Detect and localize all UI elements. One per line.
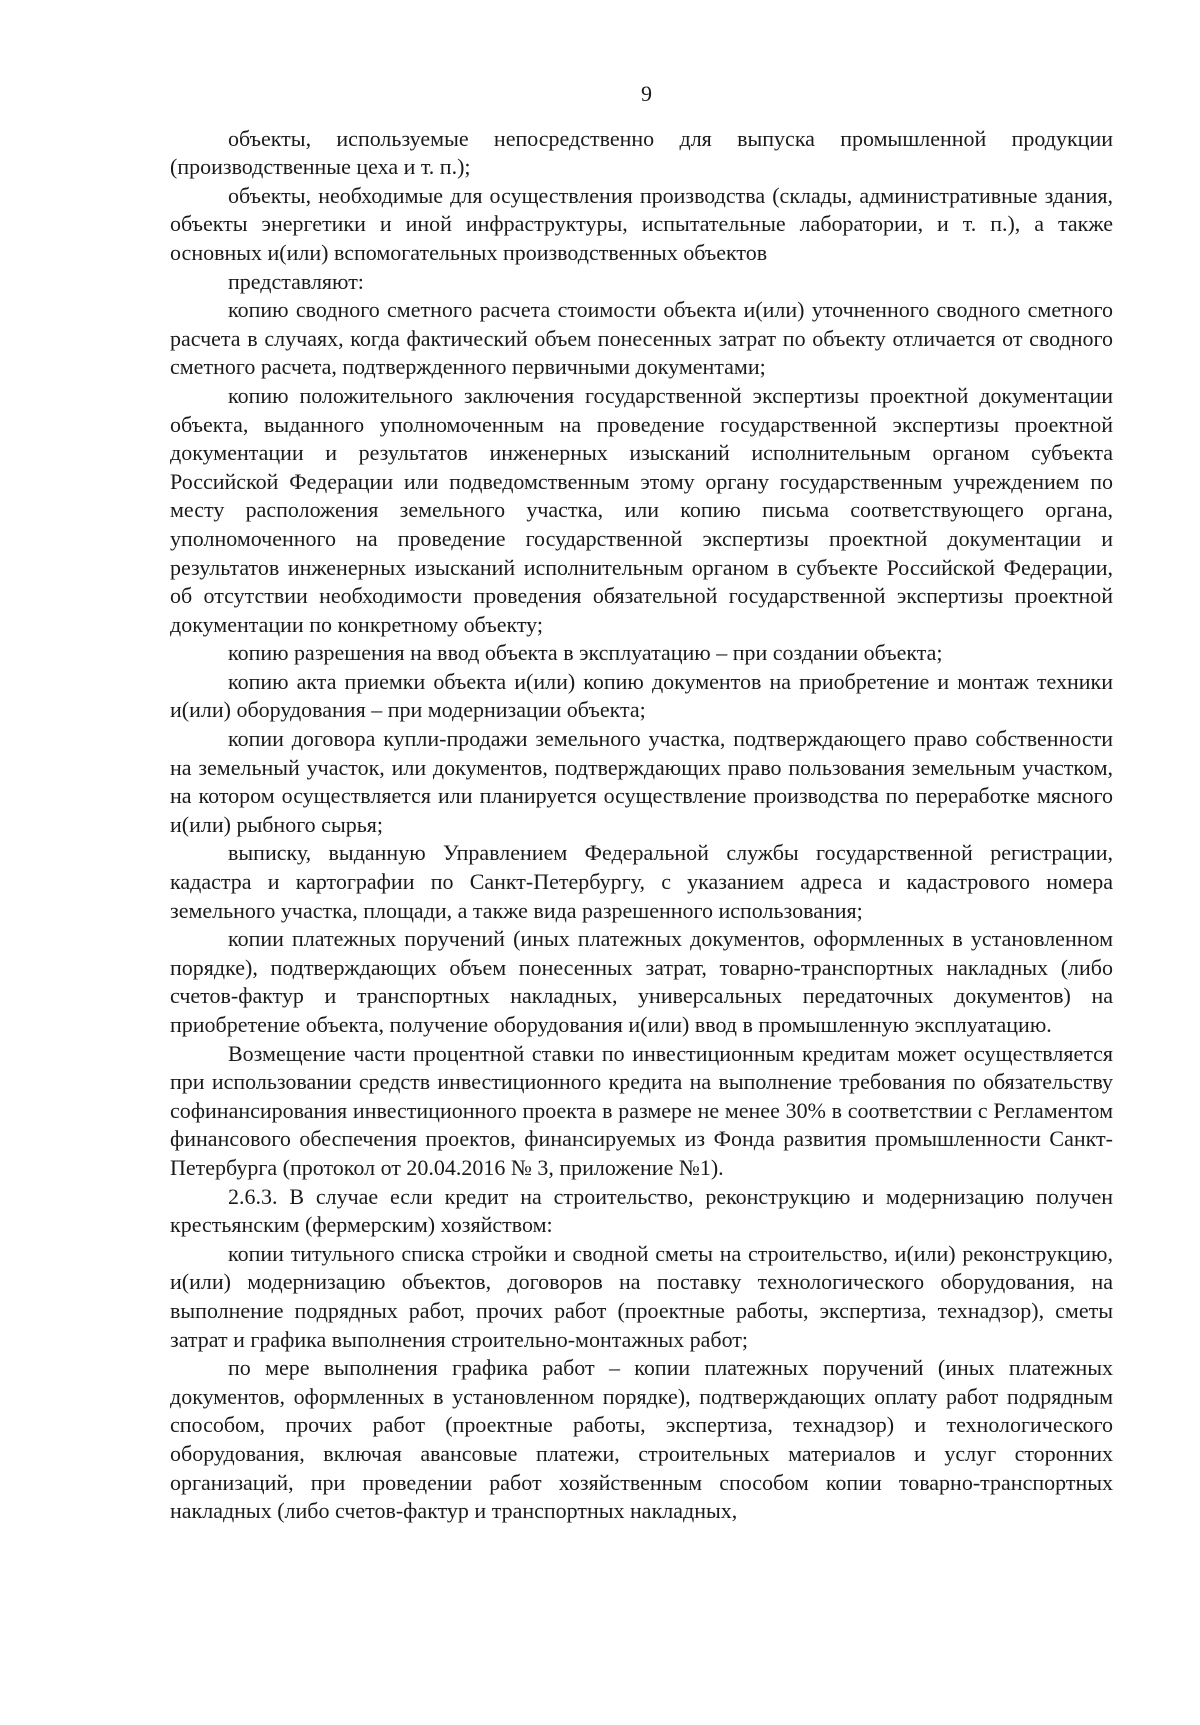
- paragraph-3: представляют:: [228, 268, 364, 294]
- paragraph-7: копию акта приемки объекта и(или) копию документов на приобретение и монтаж техники и(или) оборудования – при модернизации объекта;: [170, 668, 1113, 723]
- paragraph-2: объекты, необходимые для осуществления производства (склады, административные здания, объекты энергетики и иной инфраструктуры, испытательные лаборатории, и т. п.), а также основных и(или) вспомогательных производственных объектов: [170, 182, 1113, 265]
- paragraph-8: копии договора купли-продажи земельного участка, подтверждающего право собственности на земельный участок, или документов, подтверждающих право пользования земельным участком, на котором осуществляется или планируется осуществление производства по переработке мясного и(или) рыбного сырья;: [170, 726, 1113, 837]
- paragraph-1: объекты, используемые непосредственно для выпуска промышленной продукции (производственные цеха и т. п.);: [170, 125, 1113, 180]
- paragraph-4: копию сводного сметного расчета стоимости объекта и(или) уточненного сводного сметного расчета в случаях, когда фактический объем понесенных затрат по объекту отличается от сводного сметного расчета, подтвержденного первичными документами;: [170, 297, 1113, 380]
- paragraph-9: выписку, выданную Управлением Федеральной службы государственной регистрации, кадастра и картографии по Санкт-Петербургу, с указанием адреса и кадастрового номера земельного участка, площади, а также вида разрешенного использования;: [170, 840, 1113, 923]
- section-2-6-3: 2.6.3. В случае если кредит на строительство, реконструкцию и модернизацию получен крестьянским (фермерским) хозяйством:: [170, 1183, 1113, 1238]
- paragraph-6: копию разрешения на ввод объекта в эксплуатацию – при создании объекта;: [228, 640, 943, 666]
- paragraph-10: копии платежных поручений (иных платежных документов, оформленных в установленном порядке), подтверждающих объем понесенных затрат, товарно-транспортных накладных (либо счетов-фактур и транспортных накладных, универсальных передаточных документов) на приобретение объекта, получение оборудования и(или) ввод в промышленную эксплуатацию.: [170, 926, 1113, 1037]
- paragraph-13: копии титульного списка стройки и сводной сметы на строительство, и(или) реконструкцию, и(или) модернизацию объектов, договоров на поставку технологического оборудования, на выполнение подрядных работ, прочих работ (проектные работы, экспертиза, технадзор), сметы затрат и графика выполнения строительно-монтажных работ;: [170, 1240, 1113, 1352]
- page-number: 9: [641, 81, 652, 106]
- paragraph-5: копию положительного заключения государственной экспертизы проектной документации объекта, выданного уполномоченным на проведение государственной экспертизы проектной документации и результатов инженерных изысканий исполнительным органом субъекта Российской Федерации или подведомственным этому органу государственным учреждением по месту расположения земельного участка, или копию письма соответствующего органа, уполномоченного на проведение государственной экспертизы проектной документации и результатов инженерных изысканий исполнительным органом в субъекте Российской Федерации, об отсутствии необходимости проведения обязательной государственной экспертизы проектной документации по конкретному объекту;: [170, 382, 1113, 637]
- paragraph-14: по мере выполнения графика работ – копии платежных поручений (иных платежных документов, оформленных в установленном порядке), подтверждающих оплату работ подрядным способом, прочих работ (проектные работы, экспертиза, технадзор) и технологического оборудования, включая авансовые платежи, строительных материалов и услуг сторонних организаций, при проведении работ хозяйственным способом копии товарно-транспортных накладных (либо счетов-фактур и транспортных накладных,: [170, 1355, 1113, 1524]
- paragraph-11: Возмещение части процентной ставки по инвестиционным кредитам может осуществляется при использовании средств инвестиционного кредита на выполнение требования по обязательству софинансирования инвестиционного проекта в размере не менее 30% в соответствии с Регламентом финансового обеспечения проектов, финансируемых из Фонда развития промышленности Санкт-Петербурга (протокол от 20.04.2016 № 3, приложение №1).: [170, 1040, 1113, 1180]
